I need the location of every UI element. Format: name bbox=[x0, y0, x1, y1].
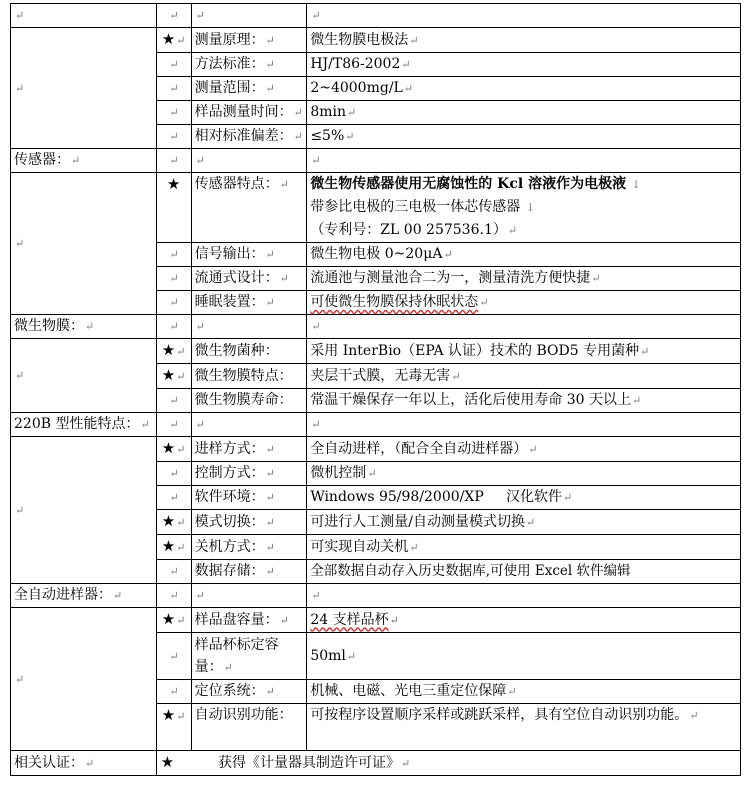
recognition-value: 可按程序设置顺序采样或跳跃采样，具有空位自动识别功能。↵ bbox=[307, 704, 741, 751]
empty-cell: ↵ bbox=[307, 413, 741, 437]
empty-cell: ↵ bbox=[307, 315, 741, 339]
section-empty-cell: ↵ bbox=[11, 608, 157, 751]
control-value: 微机控制↵ bbox=[307, 462, 741, 486]
range-label: 测量范围：↵ bbox=[191, 77, 307, 101]
table-row bbox=[11, 413, 741, 437]
empty-cell: ↵ bbox=[156, 125, 191, 149]
capacity-value: 24 支样品杯↵ bbox=[307, 608, 741, 633]
section-empty-cell: ↵ bbox=[11, 28, 157, 149]
software-label: 软件环境：↵ bbox=[191, 486, 307, 510]
strain-label: 微生物菌种： bbox=[191, 339, 307, 364]
empty-cell: ↵ bbox=[156, 77, 191, 101]
signal-label: 信号输出：↵ bbox=[191, 243, 307, 267]
empty-cell: ↵ bbox=[307, 584, 741, 608]
capacity-label: 样品盘容量：↵ bbox=[191, 608, 307, 633]
certification-value: 获得《计量器具制造许可证》 bbox=[218, 755, 401, 771]
flow-value: 流通池与测量池合二为一，测量清洗方便快捷↵ bbox=[307, 267, 741, 291]
principle-label: 测量原理：↵ bbox=[191, 28, 307, 53]
empty-cell: ↵ bbox=[191, 149, 307, 173]
table-row bbox=[11, 608, 741, 633]
sampling-label: 进样方式：↵ bbox=[191, 437, 307, 462]
star-mark: ★ bbox=[160, 753, 175, 771]
empty-cell: ↵ bbox=[156, 4, 191, 28]
empty-cell: ↵ bbox=[156, 243, 191, 267]
empty-cell: ↵ bbox=[156, 101, 191, 125]
section-empty-cell: ↵ bbox=[11, 339, 157, 413]
empty-cell: ↵ bbox=[156, 413, 191, 437]
sleep-label: 睡眠装置：↵ bbox=[191, 291, 307, 315]
section-title-autosampler: 全自动进样器：↵ bbox=[11, 584, 157, 608]
spec-table bbox=[10, 3, 741, 776]
table-row bbox=[11, 315, 741, 339]
empty-cell: ↵ bbox=[156, 53, 191, 77]
star-mark: ★↵ bbox=[156, 364, 191, 389]
section-title-sensor: 传感器：↵ bbox=[11, 149, 157, 173]
table-row bbox=[11, 149, 741, 173]
empty-cell: ↵ bbox=[156, 389, 191, 413]
table-row bbox=[11, 437, 741, 462]
empty-cell: ↵ bbox=[191, 315, 307, 339]
control-label: 控制方式：↵ bbox=[191, 462, 307, 486]
membrane-feature-label: 微生物膜特点： bbox=[191, 364, 307, 389]
position-value: 机械、电磁、光电三重定位保障↵ bbox=[307, 680, 741, 704]
table-row bbox=[11, 339, 741, 364]
table-row bbox=[11, 584, 741, 608]
empty-cell: ↵ bbox=[156, 560, 191, 584]
star-mark: ★↵ bbox=[156, 608, 191, 633]
deviation-label: 相对标准偏差：↵ bbox=[191, 125, 307, 149]
range-value: 2~4000mg/L↵ bbox=[307, 77, 741, 101]
empty-cell: ↵ bbox=[156, 584, 191, 608]
life-label: 微生物膜寿命： bbox=[191, 389, 307, 413]
empty-cell: ↵ bbox=[156, 149, 191, 173]
star-mark: ★↵ bbox=[156, 437, 191, 462]
empty-cell: ↵ bbox=[156, 291, 191, 315]
position-label: 定位系统：↵ bbox=[191, 680, 307, 704]
empty-cell: ↵ bbox=[156, 633, 191, 680]
star-mark: ★↵ bbox=[156, 28, 191, 53]
empty-cell: ↵ bbox=[191, 584, 307, 608]
storage-label: 数据存储：↵ bbox=[191, 560, 307, 584]
table-row bbox=[11, 4, 741, 28]
software-value: Windows 95/98/2000/XP 汉化软件↵ bbox=[307, 486, 741, 510]
table-row bbox=[11, 751, 741, 776]
section-title-membrane: 微生物膜：↵ bbox=[11, 315, 157, 339]
mode-label: 模式切换：↵ bbox=[191, 510, 307, 535]
section-title-certification: 相关认证：↵ bbox=[11, 751, 157, 776]
shutdown-value: 可实现自动关机↵ bbox=[307, 535, 741, 560]
star-mark: ★↵ bbox=[156, 535, 191, 560]
empty-cell: ↵ bbox=[307, 4, 741, 28]
mode-value: 可进行人工测量/自动测量模式切换↵ bbox=[307, 510, 741, 535]
section-empty-cell: ↵ bbox=[11, 173, 157, 315]
time-value: 8min↵ bbox=[307, 101, 741, 125]
sampling-value: 全自动进样，（配合全自动进样器）↵ bbox=[307, 437, 741, 462]
flow-label: 流通式设计：↵ bbox=[191, 267, 307, 291]
time-label: 样品测量时间：↵ bbox=[191, 101, 307, 125]
empty-cell: ↵ bbox=[307, 149, 741, 173]
empty-cell: ↵ bbox=[191, 413, 307, 437]
section-title-220b: 220B 型性能特点：↵ bbox=[11, 413, 157, 437]
table-row bbox=[11, 173, 741, 243]
empty-cell: ↵ bbox=[156, 680, 191, 704]
sleep-value: 可使微生物膜保持休眠状态↵ bbox=[307, 291, 741, 315]
star-mark: ★↵ bbox=[156, 339, 191, 364]
section-empty-cell: ↵ bbox=[11, 437, 157, 584]
empty-cell: ↵ bbox=[191, 4, 307, 28]
star-mark: ★ bbox=[156, 173, 191, 243]
empty-cell: ↵ bbox=[156, 267, 191, 291]
star-mark: ★↵ bbox=[156, 510, 191, 535]
sensor-feature-label: 传感器特点：↵ bbox=[191, 173, 307, 243]
table-row bbox=[11, 28, 741, 53]
strain-value: 采用 InterBio（EPA 认证）技术的 BOD5 专用菌种↵ bbox=[307, 339, 741, 364]
cup-value: 50ml↵ bbox=[307, 633, 741, 680]
certification-value-cell: ★ 获得《计量器具制造许可证》↵ bbox=[156, 751, 740, 776]
recognition-label: 自动识别功能： bbox=[191, 704, 307, 751]
deviation-value: ≤5%↵ bbox=[307, 125, 741, 149]
empty-cell: ↵ bbox=[156, 462, 191, 486]
empty-cell: ↵ bbox=[156, 486, 191, 510]
shutdown-label: 关机方式：↵ bbox=[191, 535, 307, 560]
cup-label: 样品杯标定容量：↵ bbox=[191, 633, 307, 680]
star-mark: ★↵ bbox=[156, 704, 191, 751]
standard-label: 方法标准：↵ bbox=[191, 53, 307, 77]
life-value: 常温干燥保存一年以上，活化后使用寿命 30 天以上↵ bbox=[307, 389, 741, 413]
empty-cell: ↵ bbox=[11, 4, 157, 28]
principle-value: 微生物膜电极法↵ bbox=[307, 28, 741, 53]
standard-value: HJ/T86-2002↵ bbox=[307, 53, 741, 77]
sensor-feature-value: 微生物传感器使用无腐蚀性的 Kcl 溶液作为电极液 ↓ 带参比电极的三电极一体芯传感器 ↓ （专利号：ZL 00 257536.1）↵ bbox=[307, 173, 741, 243]
empty-cell: ↵ bbox=[156, 315, 191, 339]
storage-value: 全部数据自动存入历史数据库,可使用 Excel 软件编辑 bbox=[307, 560, 741, 584]
signal-value: 微生物电极 0~20μA↵ bbox=[307, 243, 741, 267]
membrane-feature-value: 夹层干式膜，无毒无害↵ bbox=[307, 364, 741, 389]
